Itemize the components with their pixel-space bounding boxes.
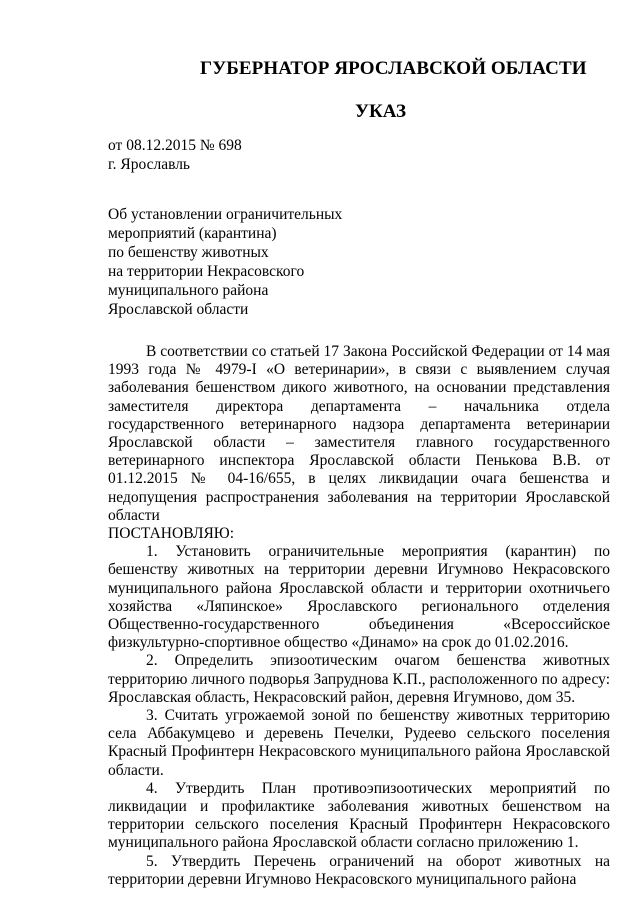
item-paragraph: 4. Утвердить План противоэпизоотических мероприятий по ликвидации и профилактике заболевания животных бешенством на территории сельского поселения Красный Профинтерн Некрасовского муниципального района Ярославской области согласно приложению 1. — [108, 779, 610, 852]
preamble-paragraph: В соответствии со статьей 17 Закона Российской Федерации от 14 мая 1993 года № 4979-I «О ветеринарии», в связи с выявлением случая заболевания бешенством дикого животного, на основании представления заместителя директора департамента – начальника отдела государственного ветеринарного надзора департамента ветеринарии Ярославской области – заместителя главного государственного ветеринарного инспектора Ярославской области Пенькова В.В. от 01.12.2015 № 04-16/655, в целях ликвидации очага бешенства и недопущения распространения заболевания на территории Ярославской области — [108, 343, 610, 524]
item-paragraph: 1. Установить ограничительные мероприятия (карантин) по бешенству животных на территории деревни Игумново Некрасовского муниципального района Ярославской области и территории охотничьего хозяйства «Ляпинское» Ярославского регионального отделения Общественно-государственного объединения «Всероссийское физкультурно-спортивное общество «Динамо» на срок до 01.02.2016. — [108, 543, 610, 652]
date-number: от 08.12.2015 № 698 — [108, 137, 242, 154]
subject-line: Об установлении ограничительных — [108, 206, 343, 223]
document-body — [108, 343, 610, 889]
item-paragraph: 5. Утвердить Перечень ограничений на оборот животных на территории деревни Игумново Некрасовского муниципального района — [108, 852, 610, 888]
decree-word: ПОСТАНОВЛЯЮ: — [108, 525, 235, 543]
item-paragraph: 2. Определить эпизоотическим очагом бешенства животных территорию личного подворья Запруднова К.П., расположенного по адресу: Ярославская область, Некрасовский район, деревня Игумново, дом 35. — [108, 652, 610, 706]
subject-line: мероприятий (карантина) — [108, 225, 277, 242]
document-type: УКАЗ — [355, 101, 406, 122]
document-meta — [108, 136, 242, 174]
city: г. Ярославль — [108, 156, 190, 173]
item-paragraph: 3. Считать угрожаемой зоной по бешенству животных территорию села Аббакумцево и деревень Печелки, Рудеево сельского поселения Красный Профинтерн Некрасовского муниципального района Ярославской области. — [108, 707, 610, 779]
subject-line: Ярославской области — [108, 301, 249, 318]
document-subject — [108, 205, 342, 319]
subject-line: по бешенству животных — [108, 244, 269, 261]
governor-title: ГУБЕРНАТОР ЯРОСЛАВСКОЙ ОБЛАСТИ — [200, 58, 587, 79]
subject-line: муниципального района — [108, 282, 269, 299]
subject-line: на территории Некрасовского — [108, 263, 305, 280]
